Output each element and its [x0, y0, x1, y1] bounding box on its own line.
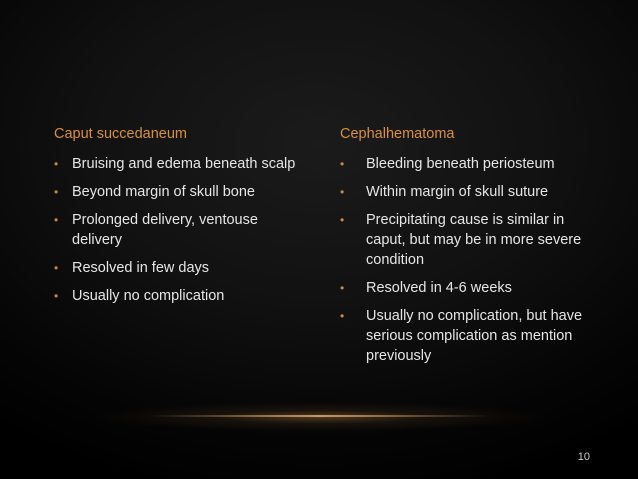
list-item [340, 306, 600, 366]
list-item-text: Resolved in 4-6 weeks [366, 280, 512, 296]
list-item [54, 182, 304, 202]
list-item-text: Beyond margin of skull bone [72, 184, 255, 200]
list-item-text: Usually no complication [72, 288, 225, 304]
list-item [340, 210, 600, 270]
list-item [54, 154, 304, 174]
bullet-icon: • [54, 289, 59, 303]
list-item [54, 286, 304, 306]
list-item-text: Prolonged delivery, ventouse delivery [72, 212, 258, 248]
list-item-text: Usually no complication, but have serious complication as mention previously [366, 308, 583, 364]
left-column [54, 124, 304, 314]
decorative-glow-line [150, 415, 490, 417]
page-number: 10 [577, 451, 590, 463]
bullet-icon: • [340, 281, 345, 295]
decorative-glow [90, 402, 550, 432]
list-item-text: Resolved in few days [72, 260, 210, 276]
bullet-icon: • [54, 213, 59, 227]
list-item-text: Bruising and edema beneath scalp [72, 156, 296, 172]
list-item-text: Precipitating cause is similar in caput, but may be in more severe condition [366, 212, 582, 268]
bullet-icon: • [340, 157, 345, 171]
bullet-icon: • [54, 261, 59, 275]
right-column [340, 124, 600, 374]
list-item [340, 278, 600, 298]
right-bullet-list [340, 154, 600, 366]
list-item [54, 258, 304, 278]
bullet-icon: • [54, 185, 59, 199]
list-item [340, 182, 600, 202]
bullet-icon: • [340, 185, 345, 199]
bullet-icon: • [54, 157, 59, 171]
left-column-heading: Caput succedaneum [54, 126, 187, 142]
left-bullet-list [54, 154, 304, 306]
list-item-text: Within margin of skull suture [366, 184, 549, 200]
list-item [340, 154, 600, 174]
right-column-heading: Cephalhematoma [340, 126, 455, 142]
bullet-icon: • [340, 309, 345, 323]
list-item [54, 210, 304, 250]
bullet-icon: • [340, 213, 345, 227]
list-item-text: Bleeding beneath periosteum [366, 156, 555, 172]
